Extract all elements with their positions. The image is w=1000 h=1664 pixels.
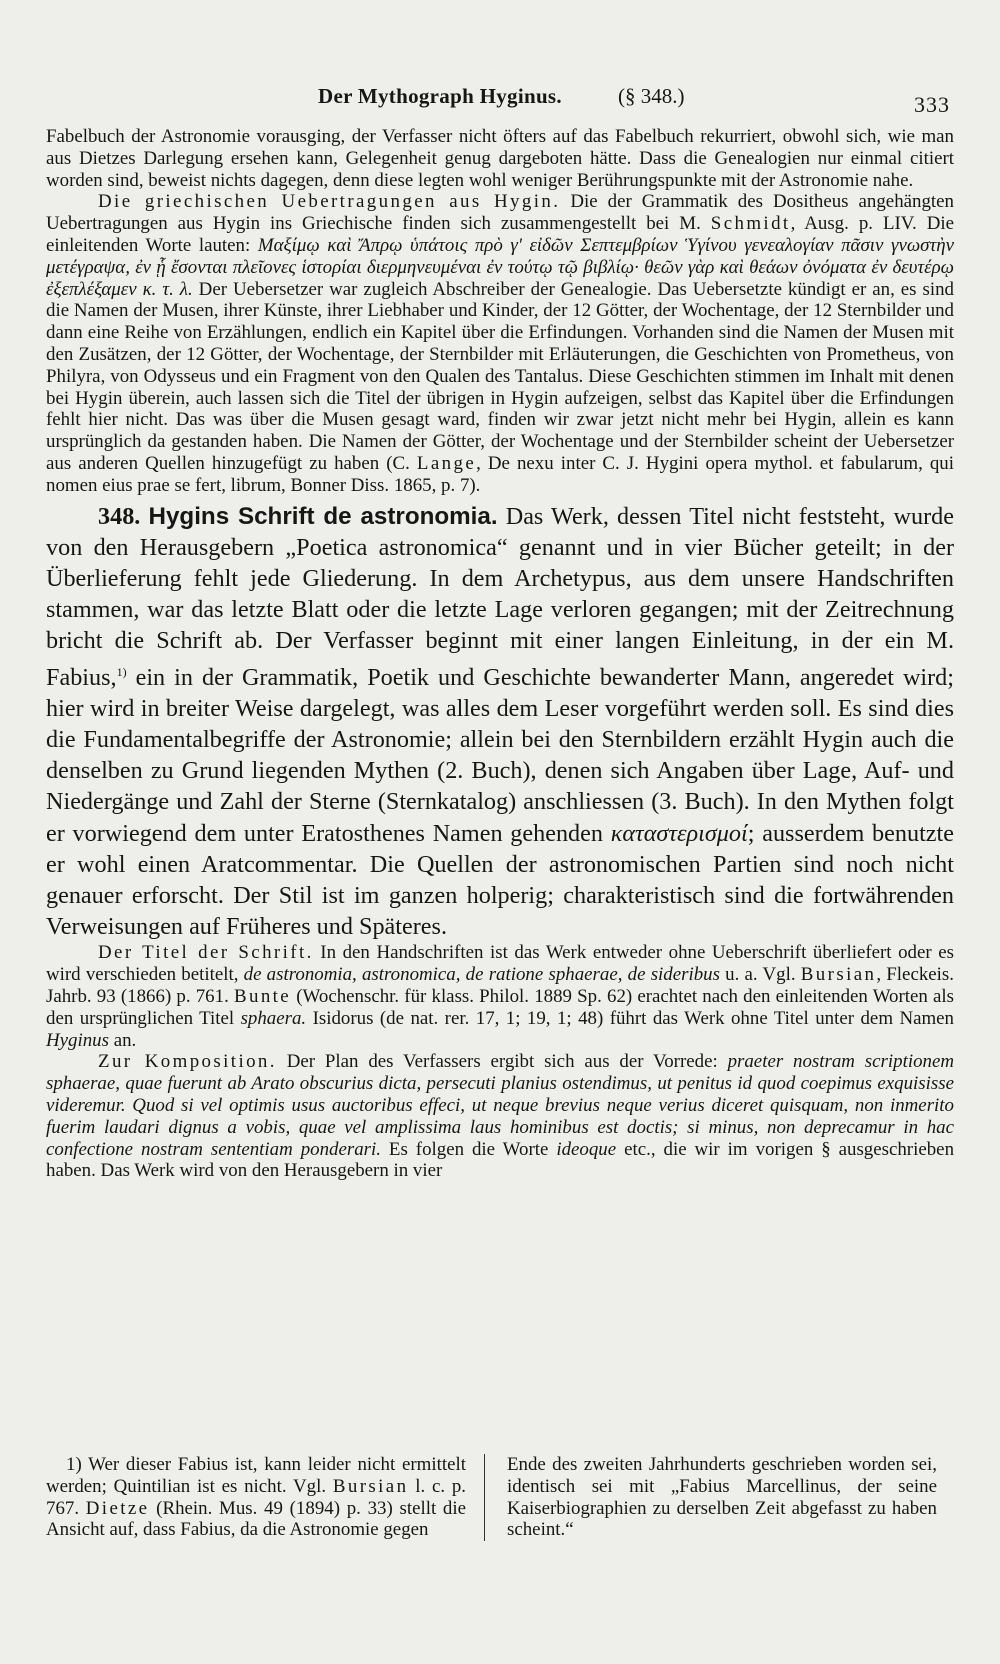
title-text-a: In den Handschriften ist das Werk entweder ohne Ueberschrift überliefert oder es wird verschieden betitelt, — [46, 942, 954, 986]
intro-paragraph-2 — [46, 191, 954, 496]
footnote-marker: 1) — [116, 664, 127, 679]
page-header — [46, 70, 954, 126]
title-sphaera: sphaera. — [240, 1007, 307, 1029]
running-title: Der Mythograph Hyginus. — [318, 84, 562, 108]
title-variants: de astronomia, astronomica, de ratione sphaerae, de sideribus — [243, 964, 720, 986]
section-title: Hygins Schrift de astronomia. — [148, 502, 498, 530]
footnote-text-c: (Rhein. Mus. 49 (1894) p. 33) stellt die Ansicht auf, dass Fabius, da die Astronomie gegen — [46, 1497, 466, 1541]
intro-text-c: Der Uebersetzer war zugleich Abschreiber der Genealogie. Das Uebersetzte kündigt er an, es sind die Namen der Musen, ihrer Künste, ihrer Liebhaber und Kinder, der 12 Götter, der Wochentage, der 12 Sternbilder und dann eine Reihe von Erzählungen, endlich ein Kapitel über die Erfindungen. Vorhanden sind die Namen der Musen mit den Zusätzen, der 12 Götter, der Wochentage, der Sternbilder mit Erläuterungen, die Geschichten von Prometheus, von Philyra, von Odysseus und ein Fragment von den Qualen des Tantalus. Diese Geschichten stimmen im Inhalt mit denen bei Hygin überein, auch lassen sich die Titel der übrigen in Hygin aufzeigen, selbst das Kapitel über die Erfindungen fehlt hier nicht. Das was über die Musen gesagt ward, finden wir zwar jetzt nicht mehr bei Hygin, allein es kann ursprünglich da gestanden haben. Die Namen der Götter, der Wochentage und der Sternbilder scheint der Uebersetzer aus anderen Quellen hinzugefügt zu haben (C. — [46, 278, 955, 474]
footnote-number: 1) — [66, 1454, 82, 1475]
section-348-paragraph — [46, 501, 954, 943]
footnote-column-left — [46, 1454, 485, 1541]
intro-text-d: , De nexu inter C. J. Hygini opera mythol. et fabularum, qui nomen eius prae se fert, librum, Bonner Diss. 1865, p. 7). — [46, 452, 954, 496]
subsection-heading-greek-translations: Die griechischen Uebertragungen aus Hygin. — [98, 191, 561, 213]
intro-text-b: , Ausg. p. LIV. Die einleitenden Worte lauten: — [46, 213, 954, 256]
intro-text-a: Die der Grammatik des Dositheus angehängten Uebertragungen aus Hygin ins Griechische finden sich zusammengestellt bei M. — [46, 191, 954, 235]
title-text-d: (Wochenschr. für klass. Philol. 1889 Sp. 62) erachtet nach den einleitenden Worten als den ursprünglichen Titel — [46, 986, 954, 1029]
author-bunte: Bunte — [233, 986, 292, 1008]
greek-quotation: Μαξίμῳ καὶ Ἄπρῳ ὑπάτοις πρὸ γ' εἰδῶν Σεπτεμβρίων Ὑγίνου γενεαλογίαν πᾶσιν γνωστὴν μετέγραψα, ἐν ᾗ ἔσονται πλεῖονες ἱστορίαι διερμηνευμέναι ἐν τούτῳ τῷ βιβλίῳ· θεῶν γὰρ καὶ θεάων ὀνόματα ἐν δευτέρῳ ἐξεπλέξαμεν κ. τ. λ. — [46, 234, 954, 300]
title-text-b: u. a. Vgl. — [719, 964, 801, 986]
author-schmidt: Schmidt — [710, 213, 791, 235]
footnote-text-b: l. c. p. 767. — [46, 1475, 466, 1519]
footnote-column-right: Ende des zweiten Jahrhunderts geschrieben worden sei, identisch sei mit „Fabius Marcellinus, der seine Kaiserbiographien zu derselben Zeit abgefasst zu haben scheint.“ — [507, 1454, 937, 1541]
title-hyginus: Hyginus — [46, 1029, 109, 1051]
book-page — [46, 70, 954, 1650]
intro-paragraph-1: Fabelbuch der Astronomie vorausging, der Verfasser nicht öfters auf das Fabelbuch rekurriert, obwohl sich, wie man aus Dietzes Darlegung ersehen kann, Gelegenheit genug dargeboten hätte. Dass die Genealogien nur einmal citiert worden sind, beweist nichts dagegen, denn diese legten wohl weniger Berührungspunkte mit der Astronomie nahe. — [46, 126, 954, 191]
page-number: 333 — [914, 92, 950, 117]
title-text-c: , Fleckeis. Jahrb. 93 (1866) p. 761. — [46, 964, 954, 1008]
composition-text-a: Der Plan des Verfassers ergibt sich aus der Vorrede: — [276, 1051, 728, 1073]
composition-paragraph — [46, 1051, 954, 1182]
section-number: 348. — [98, 502, 141, 530]
footnote-author-dietze: Dietze — [85, 1497, 150, 1519]
section-reference: (§ 348.) — [618, 84, 685, 108]
composition-text-c: etc., die wir im vorigen § ausgeschrieben haben. Das Werk wird von den Herausgebern in vier — [46, 1138, 955, 1182]
footnote-text-a: Wer dieser Fabius ist, kann leider nicht ermittelt werden; Quintilian ist es nicht. Vgl. — [46, 1454, 466, 1497]
author-lange: Lange — [416, 452, 477, 474]
title-of-work-paragraph — [46, 942, 954, 1051]
latin-quotation: praeter nostram scriptionem sphaerae, quae fuerunt ab Arato obscurius dicta, persecuti planius ostendimus, ut penitus id quod coepimus exquisisse videremur. Quod si vel optimis usus auctoribus effeci, ut neque brevius neque verius diceret quisquam, non inmerito fuerim laudari dignus a vobis, quae vel amplissima laus hominibus est doctis; si minus, non deprecamur in hac confectione nostram sententiam ponderari. — [46, 1051, 954, 1160]
author-bursian: Bursian — [800, 964, 877, 986]
subsection-heading-title: Der Titel der Schrift. — [98, 942, 314, 964]
word-ideoque: ideoque — [556, 1138, 617, 1160]
composition-text-b: Es folgen die Worte — [380, 1138, 557, 1160]
section-text-b: ein in der Grammatik, Poetik und Geschichte bewanderter Mann, angeredet wird; hier wird in breiter Weise dargelegt, was alles dem Leser vorgeführt werden soll. Es sind dies die Fundamentalbegriffe der Astronomie; allein bei den Sternbildern erzählt Hygin auch die denselben zu Grund liegenden Mythen (2. Buch), denen sich Angaben über Lage, Auf- und Niedergänge und Zahl der Sterne (Sternkatalog) anschliessen (3. Buch). In den Mythen folgt er vorwiegend dem unter Eratosthenes Namen gehenden — [46, 663, 954, 847]
greek-term: καταστερισμοί — [610, 819, 748, 847]
footnote-author-bursian: Bursian — [332, 1475, 409, 1497]
subsection-heading-composition: Zur Komposition. — [98, 1051, 277, 1073]
section-text-a: Das Werk, dessen Titel nicht feststeht, wurde von den Herausgebern „Poetica astronomica“ genannt und in vier Bücher geteilt; in der Überlieferung fehlt jede Gliederung. In dem Archetypus, aus dem unsere Handschriften stammen, war das letzte Blatt oder die letzte Lage verloren gegangen; mit der Zeitrechnung bricht die Schrift ab. Der Verfasser beginnt mit einer langen Einleitung, in der ein M. Fabius, — [46, 502, 955, 691]
section-text-c: ; ausserdem benutzte er wohl einen Aratcommentar. Die Quellen der astronomischen Partien sind noch nicht genauer erforscht. Der Stil ist im ganzen holperig; charakteristisch sind die fortwährenden Verweisungen auf Früheres und Späteres. — [46, 819, 954, 941]
title-text-e: Isidorus (de nat. rer. 17, 1; 19, 1; 48) führt das Werk ohne Titel unter dem Namen — [306, 1007, 954, 1029]
footnote-area — [46, 1454, 954, 1541]
title-text-f: an. — [108, 1029, 137, 1051]
